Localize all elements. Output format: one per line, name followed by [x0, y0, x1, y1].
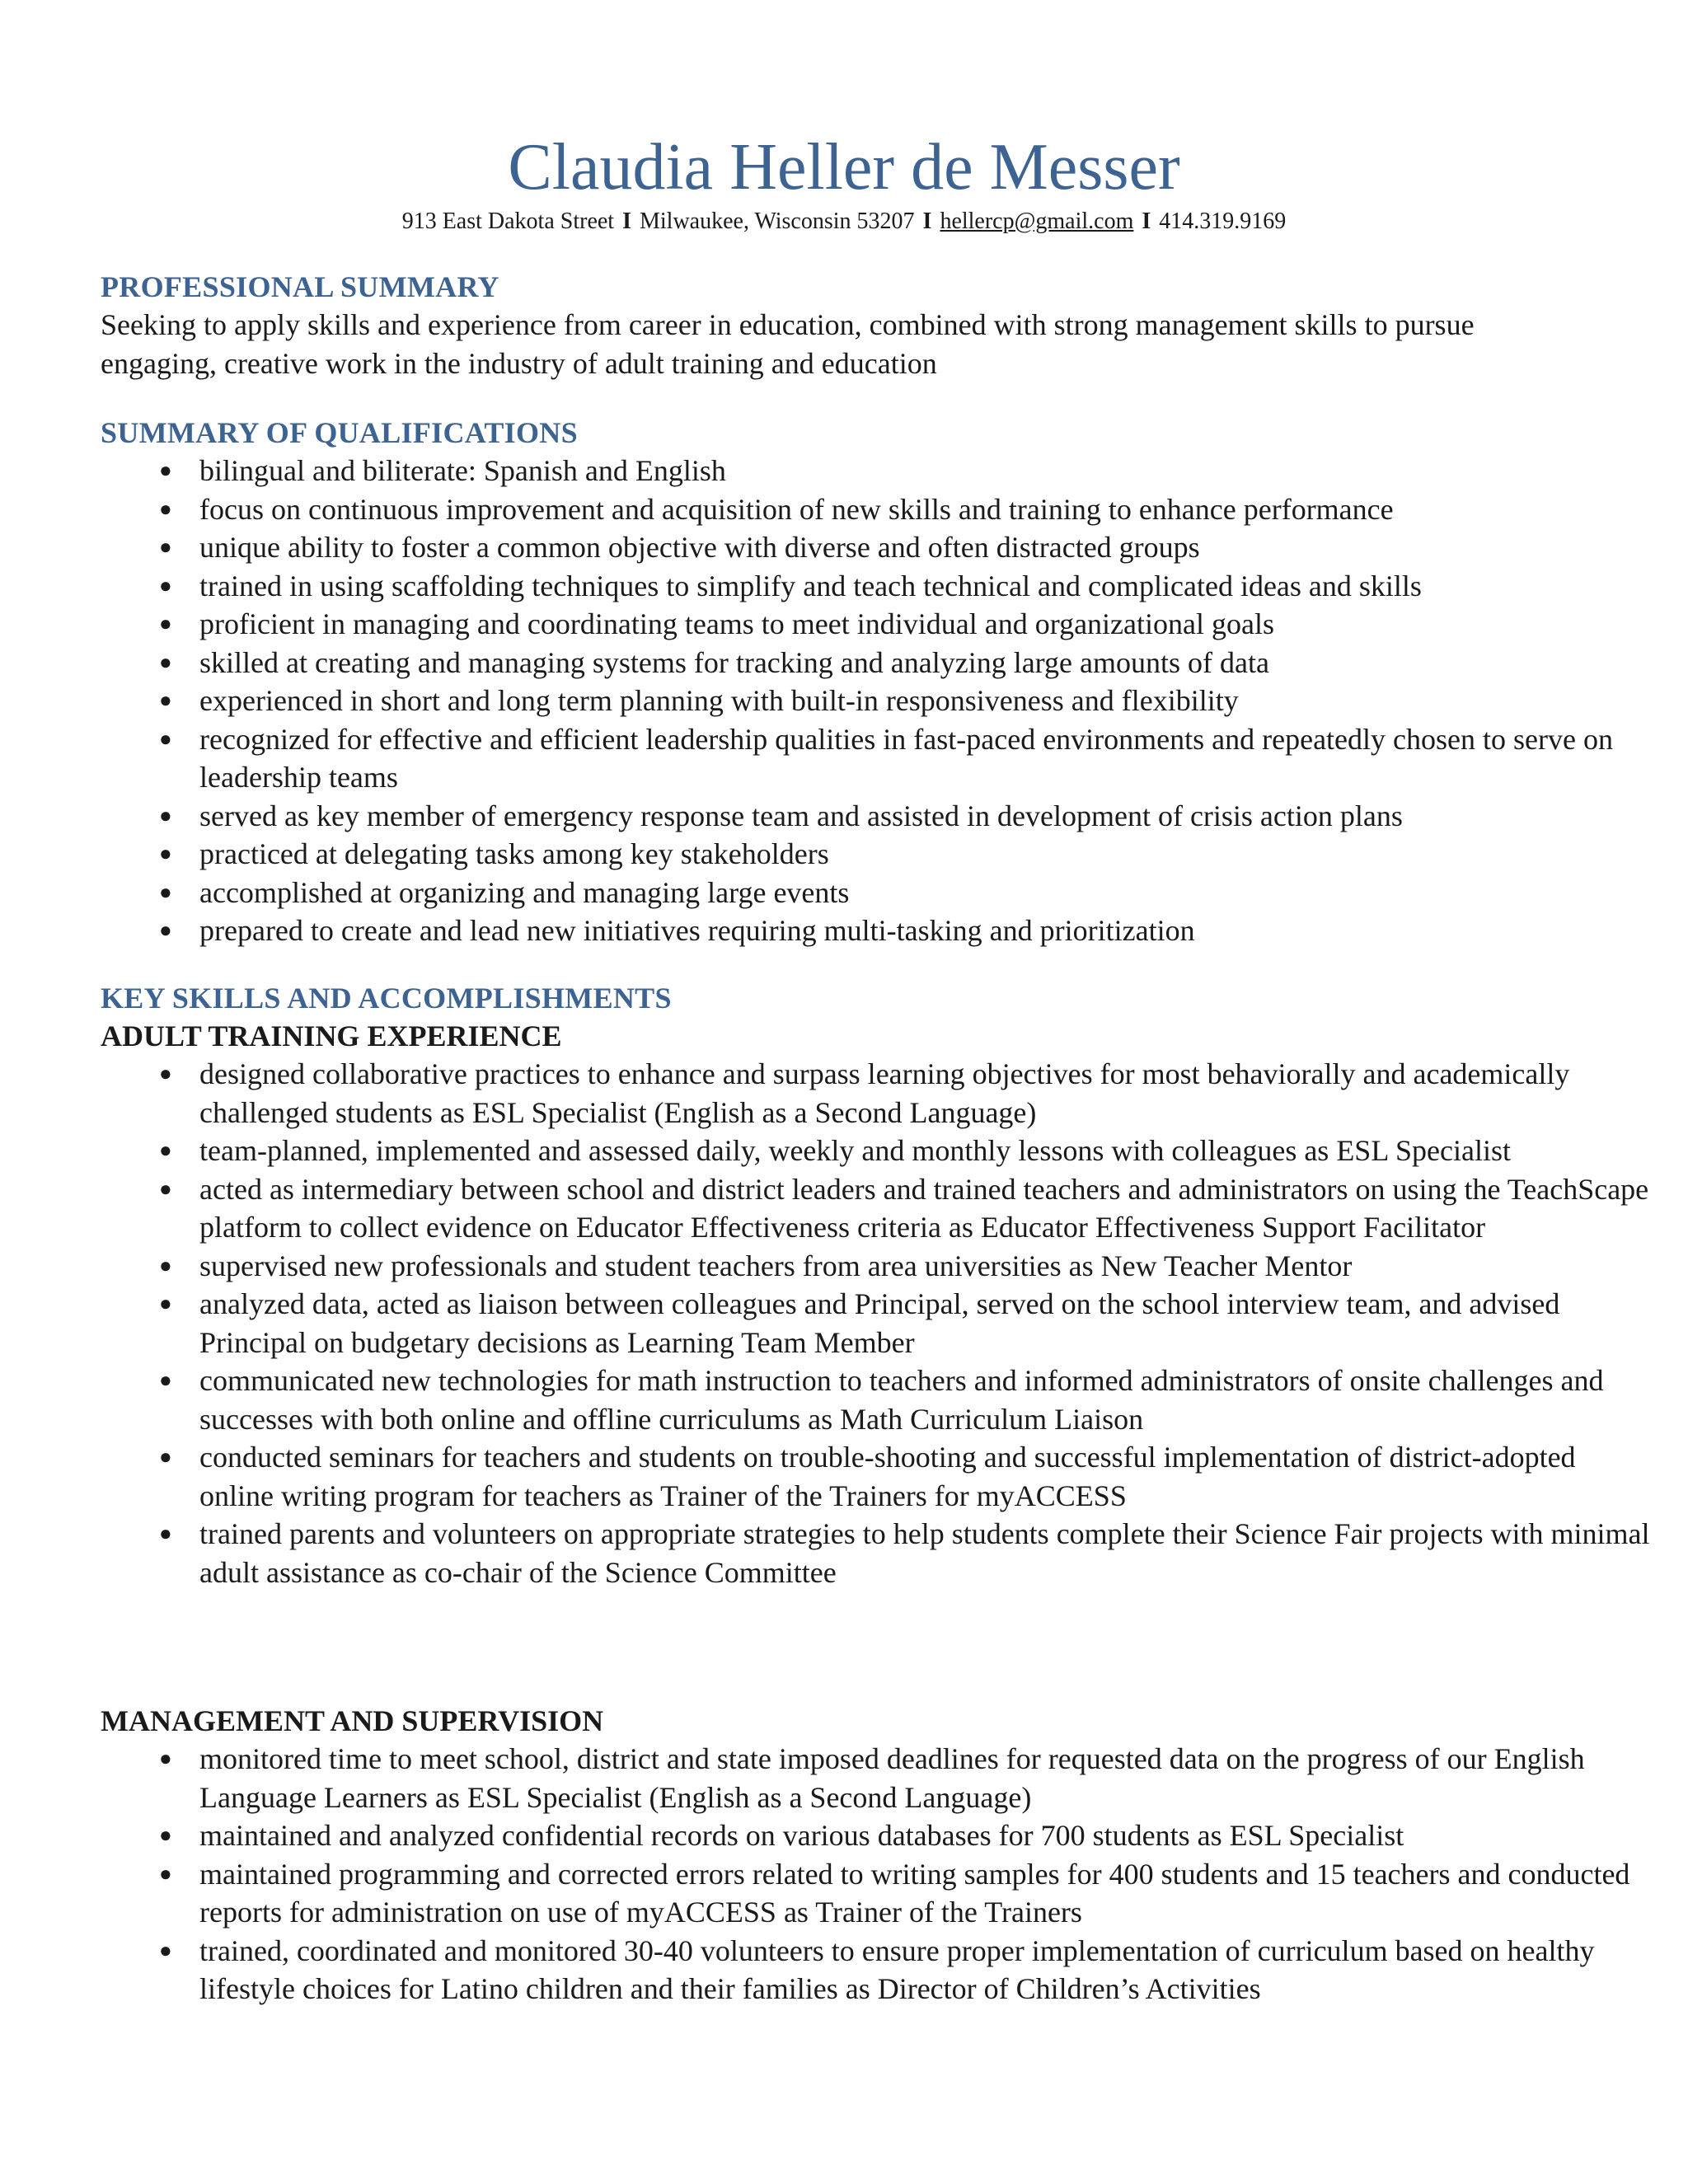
list-item — [101, 452, 1650, 490]
list-item-text: focus on continuous improvement and acquisition of new skills and training to enhance performance — [199, 492, 1394, 526]
list-item-text: prepared to create and lead new initiatives requiring multi-tasking and prioritization — [199, 914, 1195, 947]
list-item — [101, 567, 1650, 606]
section-heading: SUMMARY OF QUALIFICATIONS — [101, 416, 578, 449]
bullet-icon: ● — [159, 1253, 172, 1277]
phone: 414.319.9169 — [1159, 209, 1287, 234]
list-item-text: accomplished at organizing and managing large events — [199, 875, 850, 909]
section-heading: PROFESSIONAL SUMMARY — [101, 270, 499, 303]
qualifications-list — [101, 452, 1613, 950]
list-item — [101, 1361, 1650, 1438]
bullet-icon: ● — [159, 535, 172, 559]
list-item-text: proficient in managing and coordinating teams to meet individual and organizational goals — [199, 607, 1274, 640]
bullet-icon: ● — [159, 918, 172, 942]
bullet-icon: ● — [159, 688, 172, 712]
list-item — [101, 1285, 1650, 1361]
list-item-text: recognized for effective and efficient leadership qualities in fast-paced environments and repeatedly chosen to serve on leadership teams — [199, 722, 1613, 794]
list-item — [101, 874, 1650, 912]
list-item-text: conducted seminars for teachers and students on trouble-shooting and successful implementation of district-adopted online writing program for teachers as Trainer of the Trainers for myACCESS — [199, 1441, 1576, 1512]
list-item — [101, 797, 1650, 836]
separator: I — [1142, 209, 1151, 234]
bullet-icon: ● — [159, 1291, 172, 1315]
bullet-icon: ● — [159, 726, 172, 751]
list-item-text: team-planned, implemented and assessed daily, weekly and monthly lessons with colleagues as ESL Specialist — [199, 1134, 1511, 1167]
professional-summary-section — [101, 268, 1584, 383]
list-item — [101, 1855, 1650, 1932]
list-item-text: bilingual and biliterate: Spanish and English — [199, 454, 726, 487]
adult-training-list — [101, 1055, 1650, 1591]
list-item-text: trained in using scaffolding techniques to simplify and teach technical and complicated ideas and skills — [199, 569, 1422, 602]
list-item-text: monitored time to meet school, district and state imposed deadlines for requested data on the progress of our English Language Learners as ESL Specialist (English as a Second Language) — [199, 1742, 1585, 1814]
address: 913 East Dakota Street — [401, 209, 615, 234]
list-item-text: acted as intermediary between school and district leaders and trained teachers and administrators on using the TeachScape platform to collect evidence on Educator Effectiveness criteria as Educator Effectiveness Support Facilitator — [199, 1172, 1649, 1244]
email-link[interactable]: hellercp@gmail.com — [940, 209, 1134, 234]
bullet-icon: ● — [159, 612, 172, 635]
management-section — [101, 1702, 1630, 2008]
bullet-icon: ● — [159, 649, 172, 674]
list-item-text: maintained and analyzed confidential records on various databases for 700 students as ESL Specialist — [199, 1819, 1404, 1852]
bullet-icon: ● — [159, 1445, 172, 1469]
list-item — [101, 720, 1650, 797]
bullet-icon: ● — [159, 1938, 172, 1962]
list-item — [101, 682, 1650, 720]
bullet-icon: ● — [159, 1138, 172, 1162]
list-item — [101, 605, 1650, 644]
list-item — [101, 1816, 1650, 1855]
bullet-icon: ● — [159, 841, 172, 865]
bullet-icon: ● — [159, 1823, 172, 1847]
list-item-text: experienced in short and long term planning with built-in responsiveness and flexibility — [199, 684, 1239, 717]
list-item-text: unique ability to foster a common objective with diverse and often distracted groups — [199, 531, 1200, 564]
list-item-text: analyzed data, acted as liaison between colleagues and Principal, served on the school interview team, and advised Principal on budgetary decisions as Learning Team Member — [199, 1287, 1560, 1359]
list-item — [101, 644, 1650, 682]
list-item-text: skilled at creating and managing systems for tracking and analyzing large amounts of data — [199, 645, 1269, 679]
list-item-text: trained parents and volunteers on appropriate strategies to help students complete their Science Fair projects with minimal adult assistance as co-chair of the Science Committee — [199, 1517, 1650, 1589]
city: Milwaukee, Wisconsin 53207 — [639, 209, 915, 234]
key-skills-section — [101, 979, 1650, 1591]
separator: I — [922, 209, 932, 234]
bullet-icon: ● — [159, 1746, 172, 1770]
list-item-text: designed collaborative practices to enhance and surpass learning objectives for most behaviorally and academically challenged students as ESL Specialist (English as a Second Language) — [199, 1057, 1570, 1129]
section-heading: KEY SKILLS AND ACCOMPLISHMENTS — [101, 982, 672, 1015]
list-item — [101, 1438, 1650, 1515]
list-item — [101, 835, 1650, 874]
list-item — [101, 912, 1650, 950]
list-item — [101, 1932, 1650, 2008]
contact-line — [0, 206, 1688, 237]
list-item — [101, 1740, 1650, 1816]
bullet-icon: ● — [159, 573, 172, 598]
subsection-heading: MANAGEMENT AND SUPERVISION — [101, 1704, 604, 1737]
list-item-text: communicated new technologies for math instruction to teachers and informed administrators of onsite challenges and successes with both online and offline curriculums as Math Curriculum Liaison — [199, 1364, 1604, 1436]
bullet-icon: ● — [159, 1368, 172, 1392]
bullet-icon: ● — [159, 803, 172, 827]
bullet-icon: ● — [159, 1176, 172, 1201]
bullet-icon: ● — [159, 458, 172, 482]
list-item-text: supervised new professionals and student teachers from area universities as New Teacher Mentor — [199, 1249, 1353, 1282]
list-item-text: maintained programming and corrected errors related to writing samples for 400 students and 15 teachers and conducted reports for administration on use of myACCESS as Trainer of the Trainers — [199, 1857, 1630, 1929]
bullet-icon: ● — [159, 496, 172, 521]
bullet-icon: ● — [159, 1062, 172, 1085]
list-item — [101, 1515, 1650, 1591]
list-item — [101, 1170, 1650, 1247]
candidate-name: Claudia Heller de Messer — [508, 131, 1180, 204]
bullet-icon: ● — [159, 1861, 172, 1886]
subsection-heading: ADULT TRAINING EXPERIENCE — [101, 1019, 562, 1052]
separator: I — [622, 209, 631, 234]
list-item — [101, 1132, 1650, 1170]
qualifications-section — [101, 414, 1613, 950]
list-item-text: practiced at delegating tasks among key stakeholders — [199, 837, 829, 870]
summary-text: Seeking to apply skills and experience from career in education, combined with strong management skills to pursue engaging, creative work in the industry of adult training and education — [101, 308, 1475, 380]
list-item — [101, 490, 1650, 529]
bullet-icon: ● — [159, 879, 172, 904]
list-item-text: trained, coordinated and monitored 30-40 volunteers to ensure proper implementation of curriculum based on healthy lifestyle choices for Latino children and their families as Director of Children’s Activities — [199, 1933, 1595, 2005]
list-item-text: served as key member of emergency response team and assisted in development of crisis action plans — [199, 799, 1403, 832]
list-item — [101, 528, 1650, 567]
management-list — [101, 1740, 1630, 2008]
bullet-icon: ● — [159, 1521, 172, 1545]
list-item — [101, 1247, 1650, 1286]
list-item — [101, 1055, 1650, 1132]
